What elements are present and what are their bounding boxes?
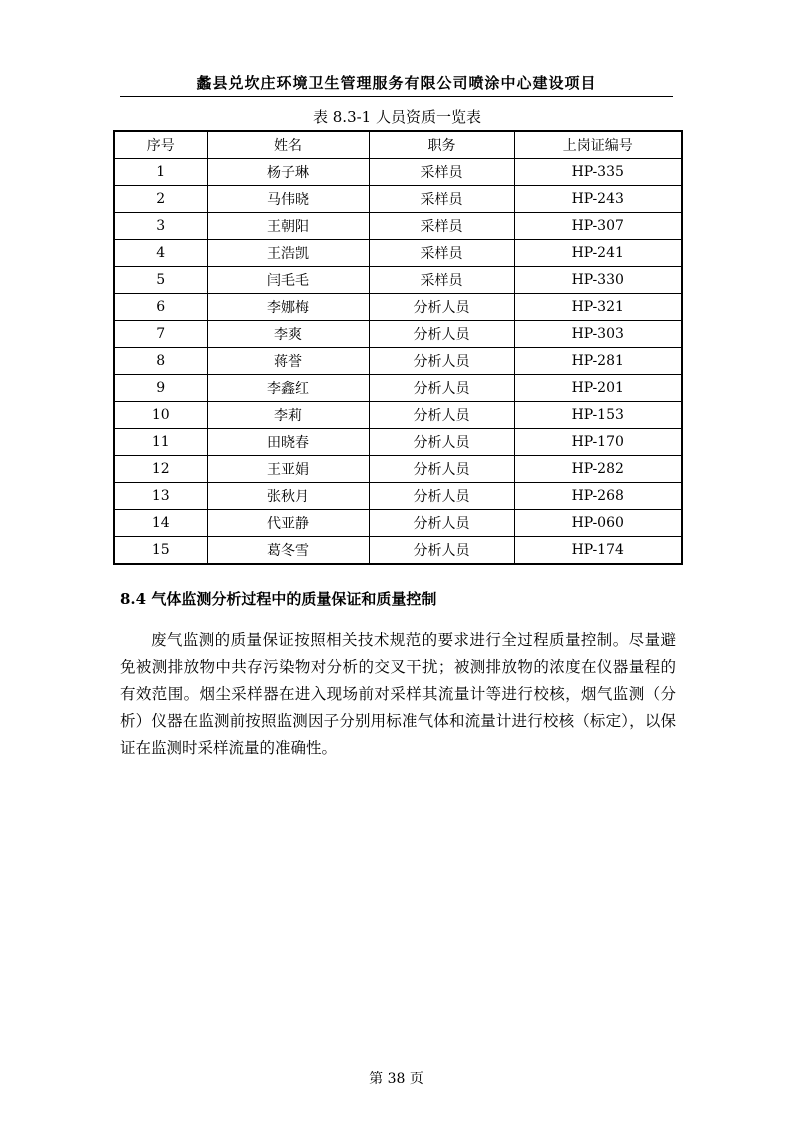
table-header-row: [114, 131, 682, 159]
cell-name: 李莉: [207, 402, 369, 429]
cell-cert: HP-282: [514, 456, 682, 483]
cell-cert: HP-243: [514, 186, 682, 213]
personnel-qualification-table: [113, 130, 683, 565]
cell-role: 分析人员: [369, 348, 514, 375]
cell-no: 15: [114, 537, 207, 565]
cell-role: 采样员: [369, 213, 514, 240]
cell-role: 分析人员: [369, 294, 514, 321]
cell-no: 2: [114, 186, 207, 213]
cell-role: 分析人员: [369, 456, 514, 483]
cell-name: 闫毛毛: [207, 267, 369, 294]
table-row: [114, 267, 682, 294]
document-header-title: 蠡县兑坎庄环境卫生管理服务有限公司喷涂中心建设项目: [196, 74, 597, 92]
cell-role: 采样员: [369, 240, 514, 267]
cell-no: 11: [114, 429, 207, 456]
cell-name: 李鑫红: [207, 375, 369, 402]
cell-name: 代亚静: [207, 510, 369, 537]
cell-name: 葛冬雪: [207, 537, 369, 565]
cell-cert: HP-060: [514, 510, 682, 537]
cell-role: 分析人员: [369, 510, 514, 537]
table-row: [114, 321, 682, 348]
cell-cert: HP-281: [514, 348, 682, 375]
table-row: [114, 429, 682, 456]
cell-no: 14: [114, 510, 207, 537]
section-paragraph: 废气监测的质量保证按照相关技术规范的要求进行全过程质量控制。尽量避免被测排放物中共存污染物对分析的交叉干扰；被测排放物的浓度在仪器量程的有效范围。烟尘采样器在进入现场前对采样其流量计等进行校核，烟气监测（分析）仪器在监测前按照监测因子分别用标准气体和流量计进行校核（标定），以保证在监测时采样流量的准确性。: [120, 631, 676, 757]
cell-cert: HP-153: [514, 402, 682, 429]
table-row: [114, 456, 682, 483]
cell-cert: HP-174: [514, 537, 682, 565]
section-heading: 8.4 气体监测分析过程中的质量保证和质量控制: [120, 590, 437, 608]
page-number: 第 38 页: [369, 1071, 424, 1087]
cell-cert: HP-321: [514, 294, 682, 321]
header-divider: [120, 96, 673, 97]
cell-role: 分析人员: [369, 375, 514, 402]
cell-name: 王亚娟: [207, 456, 369, 483]
cell-name: 张秋月: [207, 483, 369, 510]
cell-role: 分析人员: [369, 429, 514, 456]
table-row: [114, 186, 682, 213]
cell-name: 马伟晓: [207, 186, 369, 213]
cell-cert: HP-335: [514, 159, 682, 186]
cell-role: 分析人员: [369, 321, 514, 348]
cell-no: 5: [114, 267, 207, 294]
cell-no: 10: [114, 402, 207, 429]
table-row: [114, 483, 682, 510]
cell-no: 9: [114, 375, 207, 402]
cell-cert: HP-170: [514, 429, 682, 456]
table-row: [114, 159, 682, 186]
table-row: [114, 537, 682, 565]
cell-name: 蒋誉: [207, 348, 369, 375]
cell-cert: HP-307: [514, 213, 682, 240]
table-row: [114, 294, 682, 321]
table-row: [114, 510, 682, 537]
cell-cert: HP-303: [514, 321, 682, 348]
cell-role: 采样员: [369, 267, 514, 294]
cell-cert: HP-268: [514, 483, 682, 510]
cell-cert: HP-330: [514, 267, 682, 294]
table-body: [114, 159, 682, 565]
cell-no: 8: [114, 348, 207, 375]
column-header-no: 序号: [114, 131, 207, 159]
cell-no: 3: [114, 213, 207, 240]
table-row: [114, 375, 682, 402]
cell-role: 采样员: [369, 186, 514, 213]
cell-name: 李爽: [207, 321, 369, 348]
cell-no: 4: [114, 240, 207, 267]
cell-role: 分析人员: [369, 537, 514, 565]
cell-cert: HP-241: [514, 240, 682, 267]
table-caption: 表 8.3-1 人员资质一览表: [312, 108, 481, 126]
column-header-role: 职务: [369, 131, 514, 159]
cell-no: 7: [114, 321, 207, 348]
cell-name: 李娜梅: [207, 294, 369, 321]
cell-name: 田晓春: [207, 429, 369, 456]
cell-name: 王朝阳: [207, 213, 369, 240]
cell-no: 6: [114, 294, 207, 321]
cell-name: 杨子琳: [207, 159, 369, 186]
cell-name: 王浩凯: [207, 240, 369, 267]
table-row: [114, 348, 682, 375]
table-row: [114, 240, 682, 267]
column-header-name: 姓名: [207, 131, 369, 159]
table-row: [114, 213, 682, 240]
cell-role: 分析人员: [369, 483, 514, 510]
column-header-cert: 上岗证编号: [514, 131, 682, 159]
cell-no: 1: [114, 159, 207, 186]
cell-role: 分析人员: [369, 402, 514, 429]
cell-no: 13: [114, 483, 207, 510]
cell-no: 12: [114, 456, 207, 483]
cell-role: 采样员: [369, 159, 514, 186]
table-row: [114, 402, 682, 429]
cell-cert: HP-201: [514, 375, 682, 402]
